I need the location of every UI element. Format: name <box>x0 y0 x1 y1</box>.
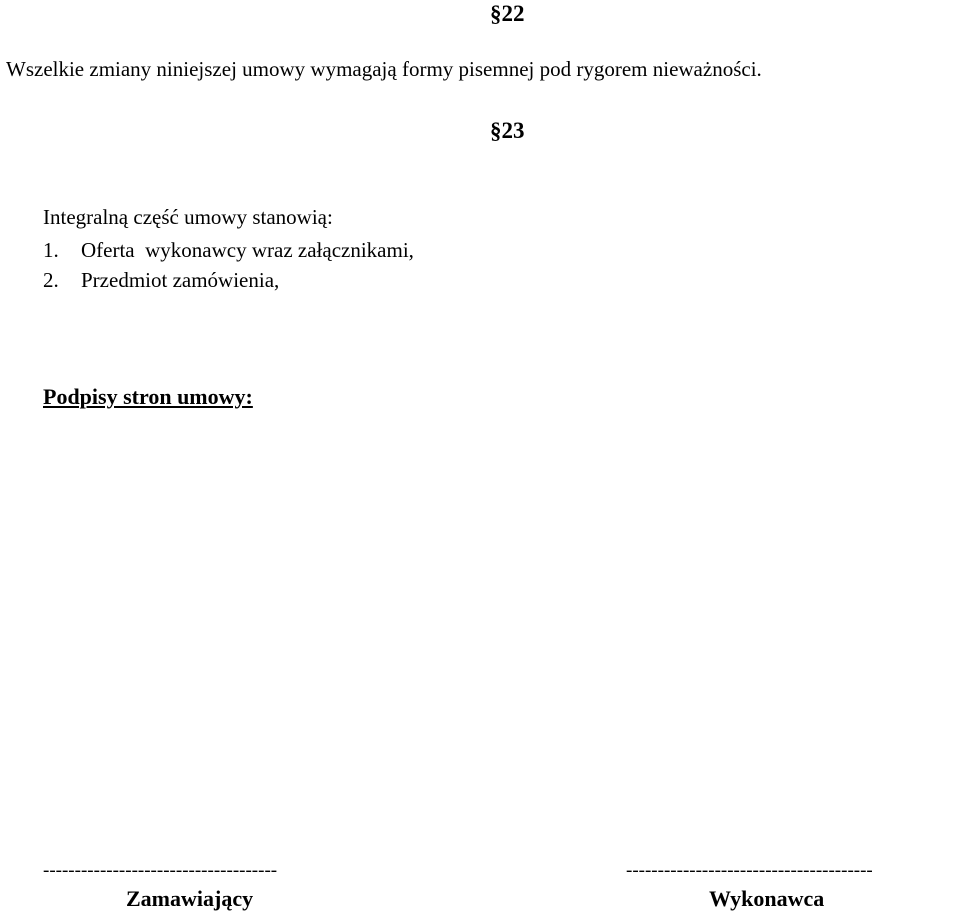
attachments-list <box>43 235 414 295</box>
section-23-heading: §23 <box>490 118 525 143</box>
list-item <box>43 235 414 265</box>
list-item-text: Przedmiot zamówienia, <box>81 268 280 292</box>
section-23-intro: Integralną część umowy stanowią: <box>43 205 333 229</box>
list-item-number: 2. <box>43 268 59 292</box>
signatures-heading: Podpisy stron umowy: <box>43 384 253 409</box>
signature-label-left: Zamawiający <box>126 886 254 911</box>
list-item-number: 1. <box>43 238 59 262</box>
list-item-text: Oferta wykonawcy wraz załącznikami, <box>81 238 414 262</box>
signature-label-right: Wykonawca <box>709 886 825 911</box>
section-22-text: Wszelkie zmiany niniejszej umowy wymagają formy pisemnej pod rygorem nieważności. <box>6 57 762 81</box>
list-item <box>43 265 414 295</box>
signature-line-right: --------------------------------------- <box>626 860 873 881</box>
section-22-heading: §22 <box>490 1 525 26</box>
signature-line-left: ------------------------------------- <box>43 860 278 881</box>
